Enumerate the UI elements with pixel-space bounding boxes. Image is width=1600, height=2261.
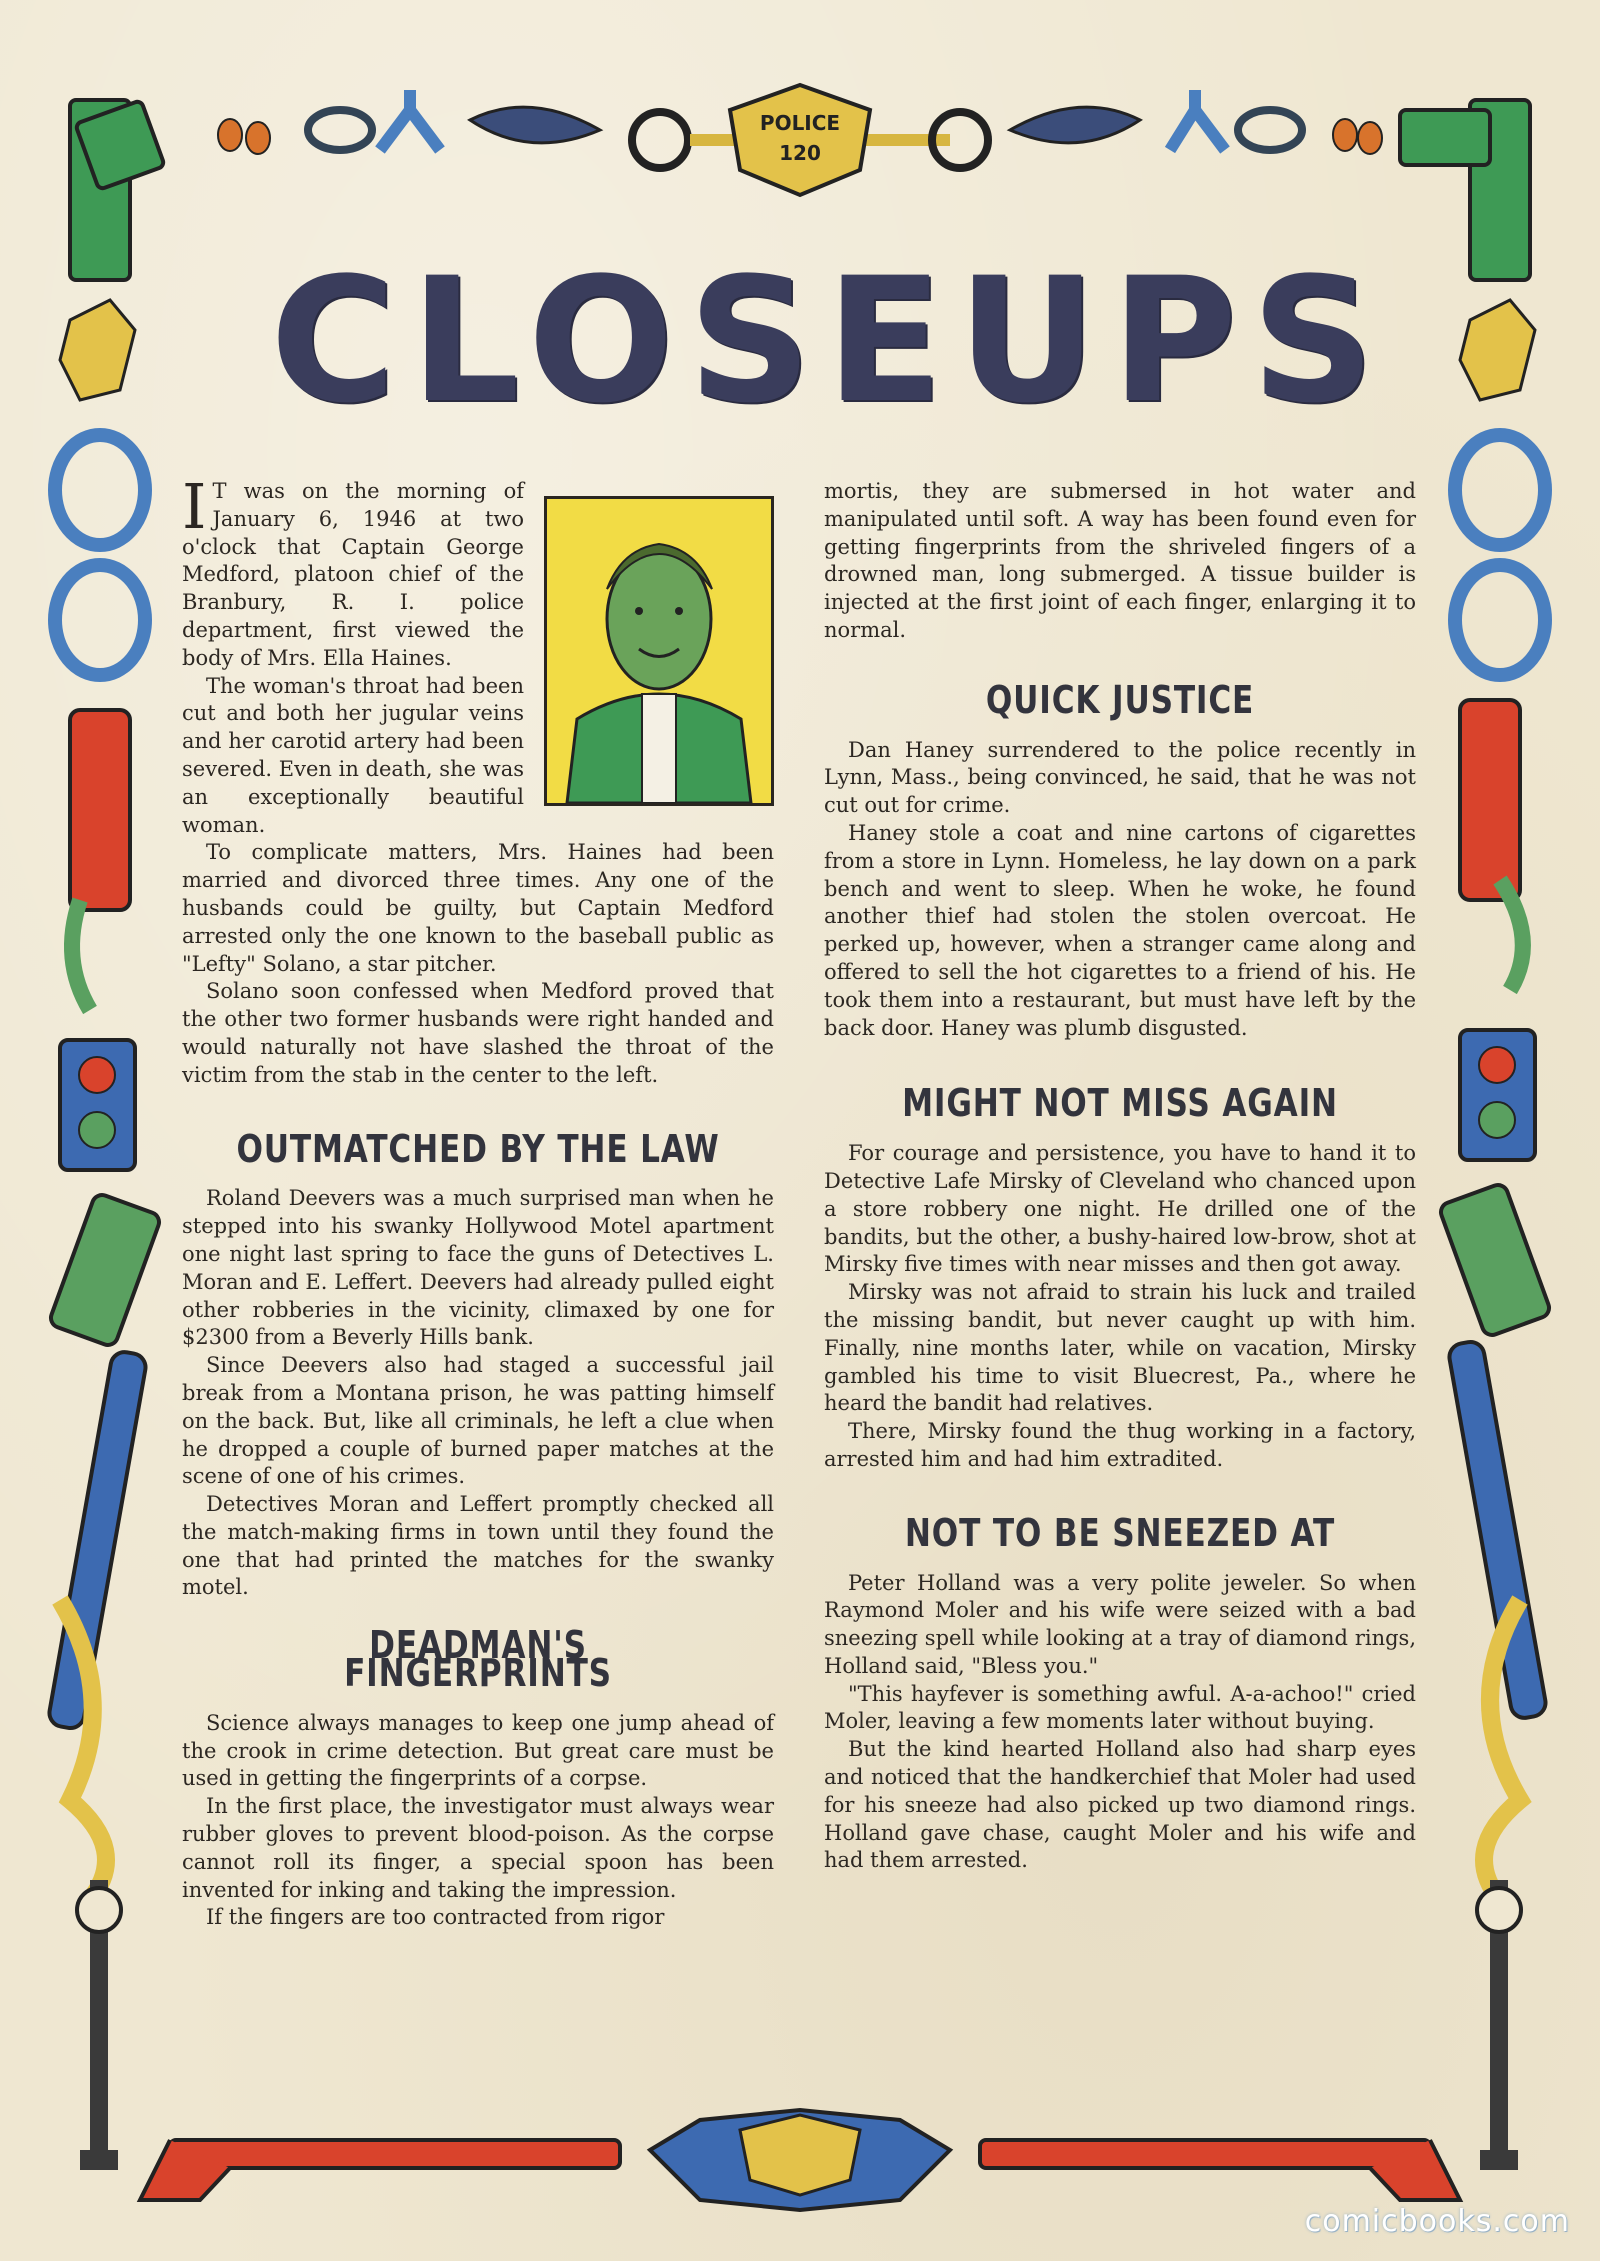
revolver-icon <box>70 710 130 1010</box>
bullet-icon <box>246 122 270 154</box>
might-paragraph-3: There, Mirsky found the thug working in a factory, arrested him and had him extradited. <box>824 1419 1416 1471</box>
top-right-pistol-icon <box>1400 100 1530 280</box>
badge-text: POLICE <box>759 111 841 135</box>
site-watermark: comicbooks.com <box>1304 2204 1570 2239</box>
outmatched-paragraph-1: Roland Deevers was a much surprised man when he stepped into his swanky Hollywood Motel apartment one night last spring to face the guns of Detectives L. Moran and E. Leffert. Deevers had already pulled eight other robberies in the vicinity, climaxed by one for $2300 from a Beverly Hills bank. <box>182 1186 774 1350</box>
heading-quick-justice: QUICK JUSTICE <box>985 677 1255 722</box>
badge-number: 120 <box>779 141 821 165</box>
might-paragraph-2: Mirsky was not afraid to strain his luck and trailed the missing bandit, but never caught up with him. Finally, nine months later, while on vacation, Mirsky gambled his time to visit Bluecrest, Pa., where he heard the bandit had relatives. <box>824 1280 1416 1416</box>
eye-mask-icon <box>470 107 600 143</box>
left-column <box>182 470 774 1932</box>
nightstick-icon <box>47 1350 147 1900</box>
intro-paragraph-4: Solano soon confessed when Medford proved that the other two former husbands were right handed and would naturally not have slashed the throat of the victim from the stab in the center to the left. <box>182 979 774 1087</box>
heading-might-not-miss: MIGHT NOT MISS AGAIN <box>902 1081 1338 1126</box>
top-left-pistol-icon <box>70 100 165 280</box>
heading-outmatched: OUTMATCHED BY THE LAW <box>236 1126 720 1171</box>
handcuffs-icon <box>1455 435 1545 675</box>
slingshot-icon <box>380 90 440 150</box>
intro-paragraph-2: The woman's throat had been cut and both her jugular veins and her carotid artery had been severed. Even in death, she was an exceptionally beautiful woman. <box>182 673 524 837</box>
street-lamp-icon <box>1477 1880 1521 2170</box>
intro-paragraph-3: To complicate matters, Mrs. Haines had been married and divorced three times. Any one of the husbands could be guilty, but Captain Medford arrested only the one known to the baseball public as "Lefty" Solano, a star pitcher. <box>182 840 774 976</box>
sheriff-badge-icon <box>60 300 135 400</box>
eye-mask-icon <box>1010 107 1140 143</box>
sneezed-paragraph-1: Peter Holland was a very polite jeweler. So when Raymond Moler and his wife were seized with a bad sneezing spell while looking at a tray of diamond rings, Holland said, "Bless you." <box>824 1570 1416 1678</box>
handcuff-icon <box>632 112 688 168</box>
slingshot-icon <box>1170 90 1225 150</box>
nightstick-icon <box>1447 1340 1547 1900</box>
deadman-paragraph-1: Science always manages to keep one jump ahead of the crook in crime detection. But great care must be used in getting the fingerprints of a corpse. <box>182 1710 774 1791</box>
sneezed-paragraph-3: But the kind hearted Holland also had sharp eyes and noticed that the handkerchief that Moler had used for his sneeze had also picked up two diamond rings. Holland gave chase, caught Moler and his wife and had them arrested. <box>824 1737 1416 1873</box>
bullet-icon <box>1333 119 1357 151</box>
sneezed-paragraph-2: "This hayfever is something awful. A-a-achoo!" cried Moler, leaving a few moments later without buying. <box>824 1681 1416 1734</box>
quick-paragraph-1: Dan Haney surrendered to the police recently in Lynn, Mass., being convinced, he said, that he was not cut out for crime. <box>824 737 1416 818</box>
heading-deadman: DEADMAN'S FINGERPRINTS <box>344 1623 612 1696</box>
portrait-illustration <box>544 496 774 806</box>
bottom-badge-icon <box>650 2110 950 2210</box>
intro-paragraph-1: T was on the morning of January 6, 1946 at two o'clock that Captain George Medford, platoon chief of the Branbury, R. I. police department, first viewed the body of Mrs. Ella Haines. <box>182 479 524 670</box>
deadman-paragraph-2: In the first place, the investigator must always wear rubber gloves to prevent blood-poison. As the corpse cannot roll its finger, a special spoon has been invented for inking and taking the impression. <box>182 1794 774 1902</box>
traffic-light-icon <box>1460 1030 1535 1160</box>
handcuffs-icon <box>55 435 145 675</box>
quick-paragraph-2: Haney stole a coat and nine cartons of cigarettes from a store in Lynn. Homeless, he lay down on a park bench and went to sleep. When he woke, he found another thief had stolen the stolen overcoat. He perked up, however, when a stranger came along and offered to sell the hot cigarettes to a friend of his. He took them into a restaurant, but must have left by the back door. Haney was plumb disgusted. <box>824 820 1416 1040</box>
pistol-icon <box>1438 1182 1552 1337</box>
heading-not-sneezed: NOT TO BE SNEEZED AT <box>904 1510 1336 1555</box>
revolver-icon <box>1460 700 1523 990</box>
pistol-icon <box>48 1192 162 1347</box>
bullet-icon <box>218 119 242 151</box>
outmatched-paragraph-3: Detectives Moran and Leffert promptly checked all the match-making firms in town until they found the one that had printed the matches for the swanky motel. <box>182 1492 774 1600</box>
deadman-paragraph-3: If the fingers are too contracted from rigor <box>206 1905 665 1930</box>
bottom-left-shotgun-icon <box>140 2140 620 2200</box>
sheriff-badge-icon <box>1460 300 1535 400</box>
dropcap-letter: I <box>182 470 207 543</box>
man-portrait-icon <box>547 499 771 803</box>
might-paragraph-1: For courage and persistence, you have to hand it to Detective Lafe Mirsky of Cleveland who chanced upon a store robbery one night. He drilled one of the bandits, but the other, a bushy-haired low-brow, shot at Mirsky five times with near misses and then got away. <box>824 1141 1416 1277</box>
page-title: CLOSEUPS <box>270 240 1389 441</box>
traffic-light-icon <box>60 1040 135 1170</box>
deadman-paragraph-4: mortis, they are submersed in hot water and manipulated until soft. A way has been found even for getting fingerprints from the shriveled fingers of a drowned man, long submerged. A tissue builder is injected at the first joint of each finger, enlarging it to normal. <box>824 479 1416 642</box>
right-column <box>824 478 1416 1875</box>
handcuff-loop-icon <box>308 110 372 150</box>
handcuff-loop-icon <box>1238 110 1302 150</box>
bullet-icon <box>1358 122 1382 154</box>
bottom-right-shotgun-icon <box>980 2140 1460 2200</box>
street-lamp-icon <box>77 1880 121 2170</box>
outmatched-paragraph-2: Since Deevers also had staged a successful jail break from a Montana prison, he was patting himself on the back. But, like all criminals, he left a clue when he dropped a couple of burned paper matches at the scene of one of his crimes. <box>182 1353 774 1489</box>
police-badge-icon <box>730 85 870 195</box>
